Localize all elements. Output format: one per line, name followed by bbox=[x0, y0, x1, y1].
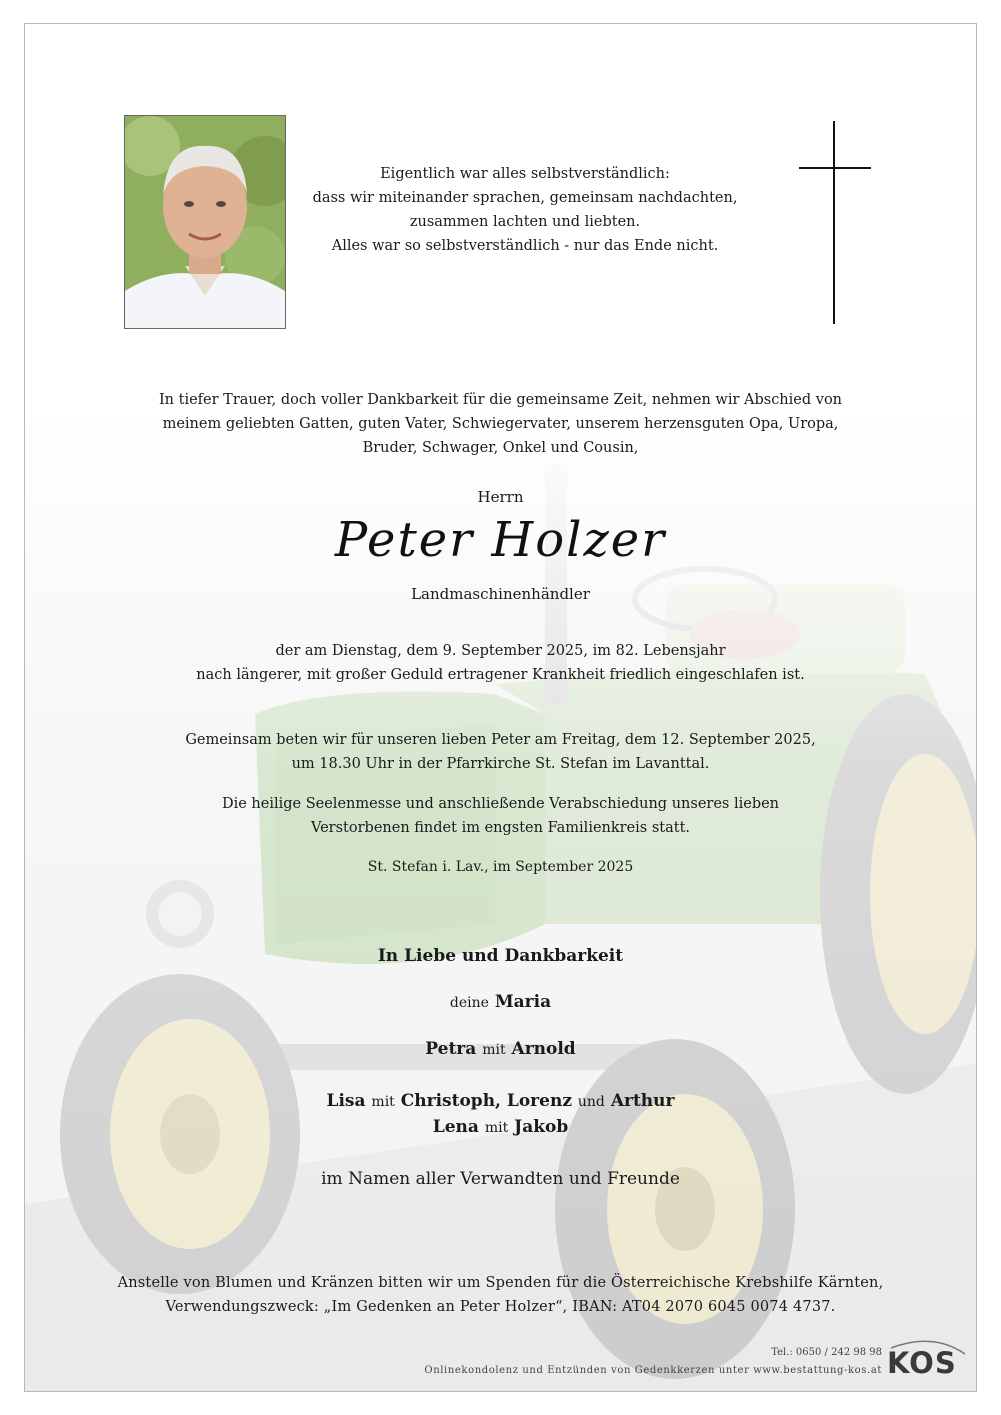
family-line-spouse bbox=[25, 992, 976, 1012]
family-member: Lorenz bbox=[506, 1091, 572, 1111]
family-line-children bbox=[25, 1039, 976, 1059]
death-line: der am Dienstag, dem 9. September 2025, im 82. Lebensjahr bbox=[275, 643, 726, 659]
online-condolence-note: Onlinekondolenz und Entzünden von Gedenkkerzen unter www.bestattung-kos.at bbox=[424, 1365, 882, 1376]
family-connector: mit bbox=[482, 1042, 506, 1058]
death-line: nach längerer, mit großer Geduld ertragener Krankheit friedlich eingeschlafen ist. bbox=[196, 667, 805, 683]
family-line-grandchildren bbox=[25, 1091, 976, 1111]
intro-line: meinem geliebten Gatten, guten Vater, Schwiegervater, unserem herzensguten Opa, Uropa, bbox=[162, 416, 839, 432]
mass-line: Verstorbenen findet im engsten Familienkreis statt. bbox=[310, 820, 691, 836]
family-member: Arnold bbox=[511, 1039, 576, 1059]
donation-request bbox=[25, 1271, 976, 1319]
intro-paragraph bbox=[25, 388, 976, 460]
family-member: Arthur bbox=[610, 1091, 675, 1111]
family-closing: im Namen aller Verwandten und Freunde bbox=[321, 1169, 680, 1189]
deceased-profession: Landmaschinenhändler bbox=[411, 585, 590, 603]
donation-line: Verwendungszweck: „Im Gedenken an Peter Holzer“, IBAN: AT04 2070 6045 0074 4737. bbox=[165, 1299, 836, 1315]
family-connector: mit bbox=[484, 1120, 509, 1136]
mass-notice bbox=[25, 792, 976, 840]
funeral-home-phone: Tel.: 0650 / 242 98 98 bbox=[771, 1347, 882, 1358]
mass-line: Die heilige Seelenmesse und anschließende Verabschiedung unseres lieben bbox=[221, 796, 780, 812]
prayer-notice bbox=[25, 728, 976, 776]
funeral-home-logo: KOS bbox=[887, 1346, 957, 1380]
donation-line: Anstelle von Blumen und Kränzen bitten wir um Spenden für die Österreichische Krebshilfe Kärnten, bbox=[117, 1275, 884, 1291]
prayer-line: um 18.30 Uhr in der Pfarrkirche St. Stefan im Lavanttal. bbox=[291, 756, 710, 772]
family-connector: und bbox=[577, 1094, 605, 1110]
family-member: Lisa bbox=[326, 1091, 366, 1111]
motto-line: dass wir miteinander sprachen, gemeinsam nachdachten, bbox=[312, 190, 738, 206]
family-member: Maria bbox=[494, 992, 552, 1012]
obituary-page bbox=[24, 23, 977, 1392]
family-member: Petra bbox=[425, 1039, 477, 1059]
motto-verse bbox=[275, 162, 775, 258]
motto-line: Eigentlich war alles selbstverständlich: bbox=[380, 166, 670, 182]
death-notice bbox=[25, 639, 976, 687]
motto-line: Alles war so selbstverständlich - nur das Ende nicht. bbox=[331, 238, 719, 254]
family-connector: deine bbox=[449, 995, 489, 1011]
intro-line: In tiefer Trauer, doch voller Dankbarkeit für die gemeinsame Zeit, nehmen wir Abschied von bbox=[158, 392, 843, 408]
prayer-line: Gemeinsam beten wir für unseren lieben Peter am Freitag, dem 12. September 2025, bbox=[185, 732, 816, 748]
intro-line: Bruder, Schwager, Onkel und Cousin, bbox=[362, 440, 639, 456]
family-connector: mit bbox=[371, 1094, 395, 1110]
motto-line: zusammen lachten und liebten. bbox=[409, 214, 641, 230]
family-member: Christoph, bbox=[400, 1091, 501, 1111]
family-heading: In Liebe und Dankbarkeit bbox=[377, 946, 624, 966]
family-member: Lena bbox=[432, 1117, 479, 1137]
honorific: Herrn bbox=[477, 488, 524, 506]
family-line-grandchildren-2 bbox=[25, 1117, 976, 1137]
family-member: Jakob bbox=[514, 1117, 569, 1137]
deceased-name: Peter Holzer bbox=[334, 512, 667, 568]
place-date: St. Stefan i. Lav., im September 2025 bbox=[367, 859, 634, 875]
